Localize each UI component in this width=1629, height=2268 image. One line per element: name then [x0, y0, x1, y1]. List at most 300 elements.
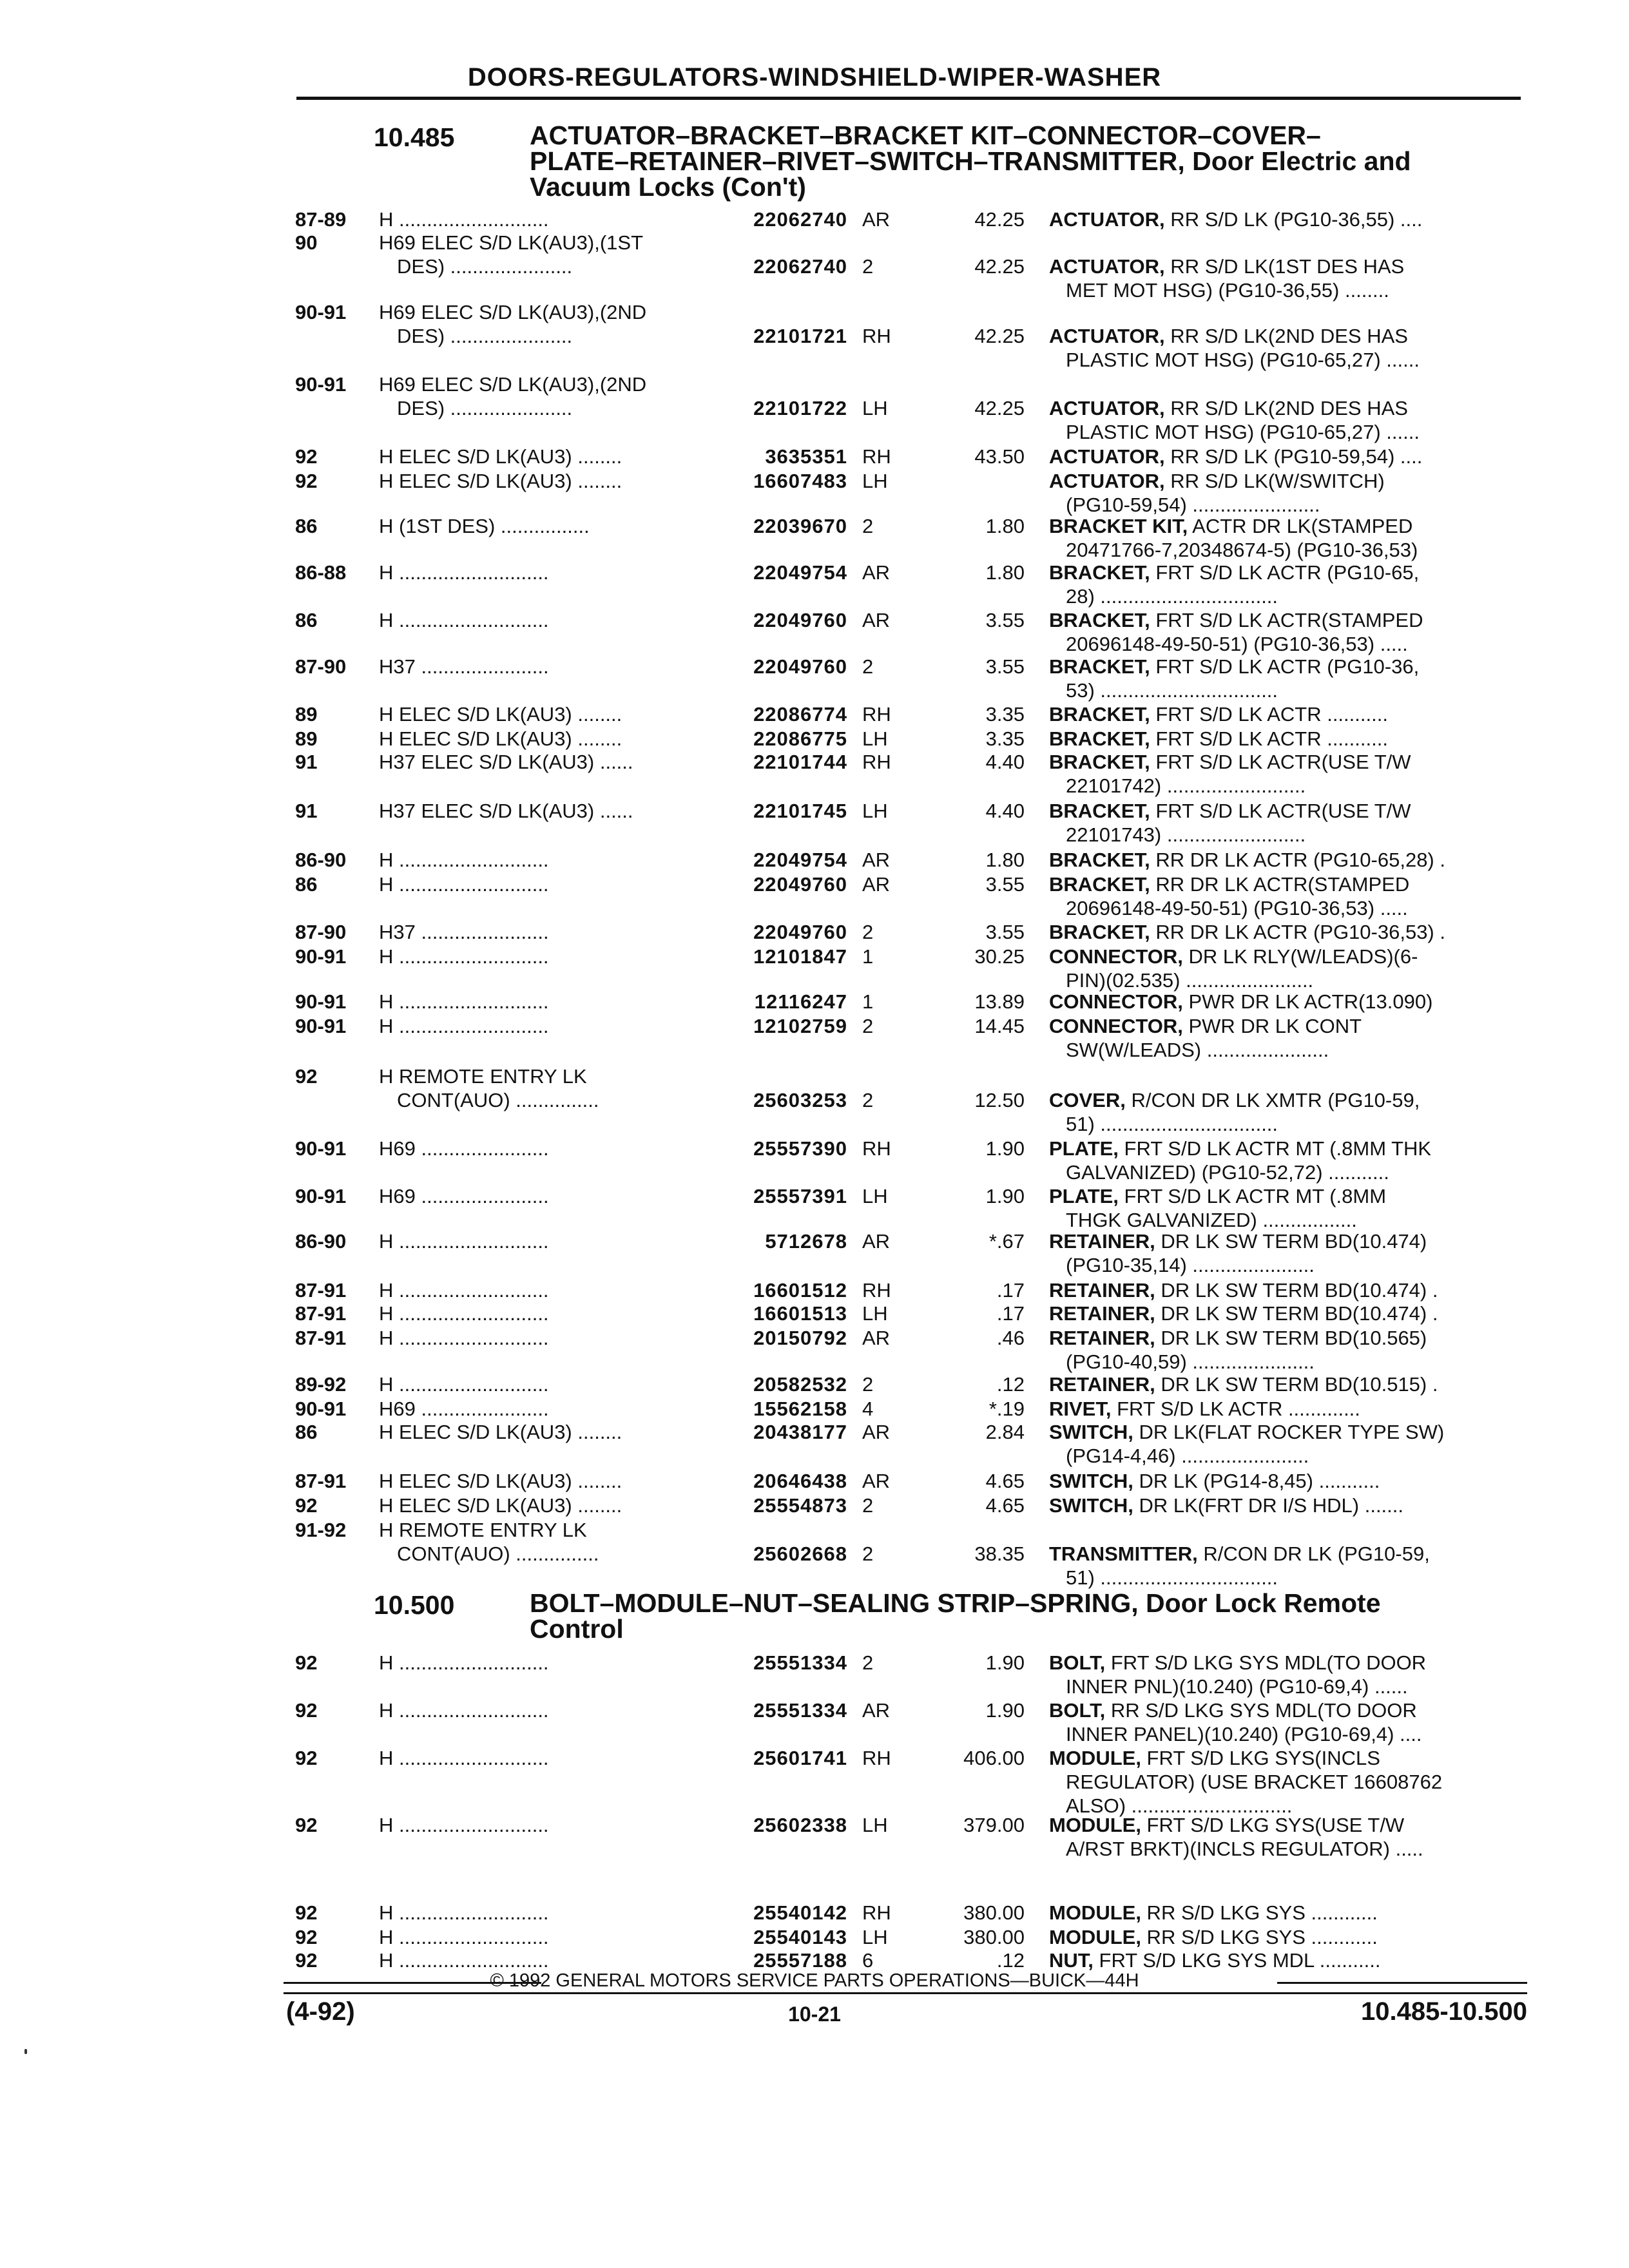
part-number: 22101745 — [753, 800, 847, 822]
description-line: H ........................... — [379, 945, 549, 968]
part-number: 25540143 — [753, 1926, 847, 1948]
model-years: 92 — [295, 445, 318, 468]
part-name-line — [1049, 1698, 1526, 1722]
part-modifier: FRT S/D LK ACTR(STAMPED — [1150, 609, 1423, 631]
description-line: H ........................... — [379, 849, 549, 871]
part-name-line — [1049, 1651, 1526, 1675]
scan-speck — [24, 2049, 27, 2054]
quantity: 2 — [862, 255, 874, 278]
price: 42.25 — [974, 397, 1025, 419]
part-name — [1049, 990, 1526, 1014]
quantity: LH — [862, 800, 888, 822]
part-name-continuation: 22101742) ......................... — [1066, 774, 1306, 797]
part-noun: RIVET, — [1049, 1398, 1112, 1420]
application-description — [379, 1137, 730, 1160]
price: 2.84 — [985, 1421, 1025, 1443]
part-noun: BOLT, — [1049, 1651, 1106, 1674]
model-years: 90-91 — [295, 1137, 347, 1160]
part-name-line — [1049, 1372, 1526, 1396]
quantity: 2 — [862, 1373, 874, 1396]
part-name — [1049, 1698, 1526, 1746]
quantity: 2 — [862, 515, 874, 537]
model-years: 86-90 — [295, 1230, 347, 1253]
part-name — [1049, 920, 1526, 944]
part-number: 22101721 — [753, 325, 847, 347]
part-name-line — [1049, 1901, 1526, 1925]
part-modifier: PWR DR LK CONT — [1182, 1015, 1362, 1037]
quantity: AR — [862, 849, 891, 871]
part-number: 5712678 — [765, 1230, 847, 1253]
part-modifier: PWR DR LK ACTR(13.090) — [1182, 990, 1433, 1013]
model-years: 92 — [295, 1901, 318, 1924]
part-modifier: RR S/D LK(2ND DES HAS — [1164, 397, 1408, 419]
price: 13.89 — [974, 990, 1025, 1013]
part-noun: CONNECTOR, — [1049, 990, 1183, 1013]
price: 30.25 — [974, 945, 1025, 968]
model-years: 90-91 — [295, 945, 347, 968]
part-number: 12101847 — [753, 945, 847, 968]
part-name — [1049, 255, 1526, 302]
description-line: H ELEC S/D LK(AU3) ........ — [379, 1494, 622, 1517]
part-name-continuation: 28) ................................ — [1066, 585, 1278, 608]
description-line: H ........................... — [379, 1015, 549, 1037]
part-noun: BRACKET, — [1049, 703, 1150, 726]
part-name-line — [1049, 1746, 1526, 1770]
part-name — [1049, 1651, 1526, 1698]
application-description — [379, 1372, 730, 1396]
part-number: 22101722 — [753, 397, 847, 419]
description-line: DES) ...................... — [397, 325, 573, 347]
price: 1.80 — [985, 849, 1025, 871]
part-number: 16607483 — [753, 470, 847, 492]
part-modifier: DR LK SW TERM BD(10.515) . — [1155, 1373, 1438, 1396]
part-modifier: RR S/D LKG SYS MDL(TO DOOR — [1105, 1699, 1417, 1722]
part-modifier: FRT S/D LK ACTR (PG10-36, — [1150, 655, 1420, 678]
price: 12.50 — [974, 1089, 1025, 1111]
quantity: AR — [862, 1327, 891, 1349]
quantity: 4 — [862, 1398, 874, 1420]
model-years: 90-91 — [295, 301, 347, 323]
description-line: H ........................... — [379, 1373, 549, 1396]
quantity: RH — [862, 1901, 891, 1924]
section-title-line: BOLT–MODULE–NUT–SEALING STRIP–SPRING, Door Lock Remote — [530, 1588, 1381, 1618]
part-name — [1049, 1397, 1526, 1421]
part-name-line — [1049, 1302, 1526, 1325]
price: 38.35 — [974, 1542, 1025, 1565]
part-number: 22049760 — [753, 921, 847, 943]
model-years: 90 — [295, 231, 318, 254]
model-years: 86 — [295, 515, 318, 537]
part-name-line — [1049, 1137, 1526, 1160]
part-noun: BRACKET, — [1049, 609, 1150, 631]
part-name-continuation: MET MOT HSG) (PG10-36,55) ........ — [1066, 279, 1389, 302]
price: 1.90 — [985, 1185, 1025, 1207]
part-name — [1049, 1746, 1526, 1818]
part-name — [1049, 848, 1526, 872]
model-years: 87-91 — [295, 1279, 347, 1302]
part-name — [1049, 1229, 1526, 1277]
part-name-line — [1049, 469, 1526, 493]
application-description — [379, 799, 730, 823]
model-years: 87-90 — [295, 655, 347, 678]
part-noun: MODULE, — [1049, 1926, 1141, 1948]
part-name-line — [1049, 1229, 1526, 1253]
part-name-continuation: (PG10-59,54) ....................... — [1066, 494, 1320, 516]
application-description — [379, 561, 730, 584]
part-name-line — [1049, 324, 1526, 348]
application-description — [379, 1278, 730, 1302]
quantity: LH — [862, 1185, 888, 1207]
part-noun: BRACKET, — [1049, 849, 1150, 871]
quantity: LH — [862, 1814, 888, 1836]
part-name — [1049, 1326, 1526, 1374]
price: 379.00 — [963, 1814, 1025, 1836]
application-description — [379, 1397, 730, 1421]
section-title-line: PLATE–RETAINER–RIVET–SWITCH–TRANSMITTER, Door Electric and — [530, 146, 1411, 176]
part-modifier: FRT S/D LKG SYS MDL(TO DOOR — [1105, 1651, 1427, 1674]
price: 3.55 — [985, 655, 1025, 678]
part-number: 22086774 — [753, 703, 847, 726]
model-years: 86 — [295, 1421, 318, 1443]
part-name-continuation: 22101743) ......................... — [1066, 823, 1306, 846]
model-years: 92 — [295, 1699, 318, 1722]
description-line: CONT(AUO) ............... — [397, 1542, 599, 1565]
price: 4.40 — [985, 800, 1025, 822]
part-name-line — [1049, 608, 1526, 632]
description-line: H ELEC S/D LK(AU3) ........ — [379, 703, 622, 726]
quantity: AR — [862, 561, 891, 584]
part-noun: MODULE, — [1049, 1901, 1141, 1924]
part-number: 25603253 — [753, 1089, 847, 1111]
quantity: LH — [862, 727, 888, 750]
application-description — [379, 872, 730, 896]
description-line: H ........................... — [379, 1302, 549, 1325]
part-noun: BRACKET, — [1049, 655, 1150, 678]
part-name-line — [1049, 1813, 1526, 1837]
part-name-line — [1049, 872, 1526, 896]
part-name-line — [1049, 655, 1526, 678]
description-line: H69 ....................... — [379, 1185, 549, 1207]
part-number: 20150792 — [753, 1327, 847, 1349]
part-name — [1049, 514, 1526, 562]
part-name-continuation: 53) ................................ — [1066, 679, 1278, 702]
part-modifier: FRT S/D LKG SYS(USE T/W — [1141, 1814, 1405, 1836]
part-name-continuation: INNER PNL)(10.240) (PG10-69,4) ...... — [1066, 1675, 1408, 1698]
part-modifier: RR S/D LK(W/SWITCH) — [1164, 470, 1385, 492]
price: .46 — [996, 1327, 1025, 1349]
part-name — [1049, 1014, 1526, 1062]
part-number: 25601741 — [753, 1747, 847, 1769]
quantity: 2 — [862, 1089, 874, 1111]
price: 3.55 — [985, 609, 1025, 631]
description-line: H69 ....................... — [379, 1398, 549, 1420]
part-name — [1049, 1372, 1526, 1396]
footer-date-code: (4-92) — [286, 1997, 355, 2026]
part-noun: RETAINER, — [1049, 1230, 1155, 1253]
description-line: H37 ELEC S/D LK(AU3) ...... — [379, 751, 633, 773]
model-years: 87-91 — [295, 1470, 347, 1492]
page-header-title: DOORS-REGULATORS-WINDSHIELD-WIPER-WASHER — [467, 63, 1162, 91]
description-line: H ........................... — [379, 1926, 549, 1948]
part-number: 20646438 — [753, 1470, 847, 1492]
quantity: LH — [862, 397, 888, 419]
section-title-line: ACTUATOR–BRACKET–BRACKET KIT–CONNECTOR–COVER– — [530, 120, 1321, 150]
part-name-continuation: (PG10-40,59) ...................... — [1066, 1350, 1315, 1373]
part-name-line — [1049, 1278, 1526, 1302]
price: 14.45 — [974, 1015, 1025, 1037]
part-name — [1049, 1184, 1526, 1232]
description-line: H ........................... — [379, 1814, 549, 1836]
part-modifier: FRT S/D LKG SYS(INCLS — [1141, 1747, 1380, 1769]
model-years: 87-91 — [295, 1327, 347, 1349]
model-years: 92 — [295, 1949, 318, 1972]
model-years: 91 — [295, 751, 318, 773]
part-name — [1049, 1469, 1526, 1493]
part-name — [1049, 469, 1526, 517]
part-number: 20438177 — [753, 1421, 847, 1443]
part-noun: BRACKET, — [1049, 751, 1150, 773]
quantity: 2 — [862, 1494, 874, 1517]
price: 4.40 — [985, 751, 1025, 773]
part-number: 15562158 — [753, 1398, 847, 1420]
description-line: H REMOTE ENTRY LK — [379, 1065, 587, 1088]
model-years: 90-91 — [295, 1398, 347, 1420]
price: 42.25 — [974, 208, 1025, 231]
part-name-line — [1049, 1542, 1526, 1566]
description-line: H REMOTE ENTRY LK — [379, 1519, 587, 1541]
model-years: 86 — [295, 873, 318, 896]
model-years: 92 — [295, 1926, 318, 1948]
part-number: 22101744 — [753, 751, 847, 773]
price: .12 — [996, 1949, 1025, 1972]
part-modifier: FRT S/D LK ACTR(USE T/W — [1150, 751, 1411, 773]
quantity: AR — [862, 609, 891, 631]
part-name — [1049, 750, 1526, 798]
part-noun: CONNECTOR, — [1049, 945, 1183, 968]
part-name-continuation: REGULATOR) (USE BRACKET 16608762 — [1066, 1771, 1443, 1793]
description-line: H69 ELEC S/D LK(AU3),(2ND — [379, 373, 647, 396]
part-number: 22049760 — [753, 873, 847, 896]
price: *.67 — [988, 1230, 1025, 1253]
part-number: 25554873 — [753, 1494, 847, 1517]
price: 1.90 — [985, 1137, 1025, 1160]
model-years: 89 — [295, 703, 318, 726]
part-modifier: FRT S/D LK ACTR (PG10-65, — [1150, 561, 1420, 584]
application-description — [379, 945, 730, 968]
part-name-line — [1049, 920, 1526, 944]
price: 1.80 — [985, 515, 1025, 537]
part-name — [1049, 1278, 1526, 1302]
part-modifier: DR LK (PG14-8,45) ........... — [1133, 1470, 1380, 1492]
application-description — [379, 372, 730, 420]
model-years: 92 — [295, 470, 318, 492]
model-years: 91 — [295, 800, 318, 822]
part-name-line — [1049, 255, 1526, 278]
quantity: AR — [862, 1699, 891, 1722]
part-number: 12102759 — [753, 1015, 847, 1037]
part-number: 25602338 — [753, 1814, 847, 1836]
part-number: 22049760 — [753, 655, 847, 678]
part-name — [1049, 702, 1526, 726]
part-noun: ACTUATOR, — [1049, 208, 1165, 231]
part-modifier: RR DR LK ACTR(STAMPED — [1150, 873, 1410, 896]
price: 43.50 — [974, 445, 1025, 468]
section-number: 10.500 — [374, 1590, 455, 1620]
part-name — [1049, 1494, 1526, 1517]
quantity: AR — [862, 873, 891, 896]
part-name-line — [1049, 1469, 1526, 1493]
part-number: 25602668 — [753, 1542, 847, 1565]
part-name-continuation: THGK GALVANIZED) ................. — [1066, 1209, 1357, 1231]
part-modifier: FRT S/D LK ACTR MT (.8MM THK — [1118, 1137, 1432, 1160]
part-modifier: RR DR LK ACTR (PG10-36,53) . — [1150, 921, 1445, 943]
model-years: 87-91 — [295, 1302, 347, 1325]
part-noun: RETAINER, — [1049, 1373, 1155, 1396]
price: 3.55 — [985, 921, 1025, 943]
model-years: 87-89 — [295, 208, 347, 231]
application-description — [379, 1698, 730, 1722]
part-name — [1049, 396, 1526, 444]
part-name-line — [1049, 750, 1526, 774]
part-name — [1049, 1137, 1526, 1184]
application-description — [379, 1948, 730, 1972]
application-description — [379, 1813, 730, 1837]
description-line: H ........................... — [379, 1949, 549, 1972]
part-name-line — [1049, 1326, 1526, 1350]
part-noun: COVER, — [1049, 1089, 1126, 1111]
quantity: RH — [862, 1747, 891, 1769]
part-name — [1049, 655, 1526, 702]
part-noun: SWITCH, — [1049, 1470, 1133, 1492]
price: 406.00 — [963, 1747, 1025, 1769]
part-noun: NUT, — [1049, 1949, 1094, 1972]
quantity: AR — [862, 208, 891, 231]
quantity: RH — [862, 325, 891, 347]
part-name — [1049, 1813, 1526, 1861]
part-name-continuation: GALVANIZED) (PG10-52,72) ........... — [1066, 1161, 1389, 1184]
part-name-continuation: A/RST BRKT)(INCLS REGULATOR) ..... — [1066, 1838, 1423, 1860]
price: 1.80 — [985, 561, 1025, 584]
part-name-line — [1049, 445, 1526, 468]
model-years: 92 — [295, 1651, 318, 1674]
part-noun: ACTUATOR, — [1049, 445, 1165, 468]
part-noun: SWITCH, — [1049, 1421, 1133, 1443]
part-name-line — [1049, 514, 1526, 538]
part-modifier: DR LK SW TERM BD(10.474) . — [1155, 1302, 1438, 1325]
part-name-line — [1049, 561, 1526, 584]
part-modifier: FRT S/D LK ACTR ........... — [1150, 703, 1388, 726]
application-description — [379, 990, 730, 1014]
part-name-continuation: INNER PANEL)(10.240) (PG10-69,4) .... — [1066, 1723, 1422, 1745]
part-modifier: DR LK SW TERM BD(10.565) — [1155, 1327, 1427, 1349]
description-line: DES) ...................... — [397, 397, 573, 419]
part-name-line — [1049, 799, 1526, 823]
price: .17 — [996, 1279, 1025, 1302]
part-noun: BRACKET, — [1049, 727, 1150, 750]
part-number: 25551334 — [753, 1699, 847, 1722]
part-name-continuation: 51) ................................ — [1066, 1566, 1278, 1589]
application-description — [379, 1014, 730, 1038]
part-noun: MODULE, — [1049, 1747, 1141, 1769]
part-name-continuation: PIN)(02.535) ....................... — [1066, 969, 1314, 992]
part-name — [1049, 727, 1526, 751]
application-description — [379, 608, 730, 632]
model-years: 89-92 — [295, 1373, 347, 1396]
part-noun: BRACKET, — [1049, 873, 1150, 896]
application-description — [379, 1302, 730, 1325]
price: 380.00 — [963, 1901, 1025, 1924]
part-name-line — [1049, 207, 1526, 231]
price: 4.65 — [985, 1494, 1025, 1517]
description-line: H69 ELEC S/D LK(AU3),(1ST — [379, 231, 644, 254]
part-noun: PLATE, — [1049, 1137, 1119, 1160]
description-line: H (1ST DES) ................ — [379, 515, 590, 537]
part-noun: TRANSMITTER, — [1049, 1542, 1198, 1565]
part-modifier: RR S/D LK (PG10-36,55) .... — [1164, 208, 1423, 231]
part-name — [1049, 1088, 1526, 1136]
application-description — [379, 1229, 730, 1253]
part-number: 25557391 — [753, 1185, 847, 1207]
part-modifier: FRT S/D LK ACTR(USE T/W — [1150, 800, 1411, 822]
footer-copyright: © 1992 GENERAL MOTORS SERVICE PARTS OPERATIONS—BUICK—44H — [490, 1970, 1139, 1991]
part-modifier: R/CON DR LK (PG10-59, — [1197, 1542, 1430, 1565]
quantity: RH — [862, 703, 891, 726]
part-name — [1049, 324, 1526, 372]
part-name-line — [1049, 1397, 1526, 1421]
description-line: H ........................... — [379, 1699, 549, 1722]
description-line: H69 ....................... — [379, 1137, 549, 1160]
application-description — [379, 655, 730, 678]
description-line: H ........................... — [379, 1230, 549, 1253]
part-name — [1049, 1948, 1526, 1972]
part-noun: ACTUATOR, — [1049, 397, 1165, 419]
price: 380.00 — [963, 1926, 1025, 1948]
model-years: 92 — [295, 1814, 318, 1836]
part-number: 12116247 — [754, 990, 847, 1013]
part-number: 22062740 — [753, 208, 847, 231]
quantity: AR — [862, 1421, 891, 1443]
quantity: RH — [862, 1137, 891, 1160]
application-description — [379, 1901, 730, 1925]
part-name-continuation: 20471766-7,20348674-5) (PG10-36,53) — [1066, 539, 1418, 561]
quantity: 2 — [862, 1651, 874, 1674]
application-description — [379, 702, 730, 726]
part-name — [1049, 1925, 1526, 1949]
section-number: 10.485 — [374, 122, 455, 152]
part-modifier: DR LK(FLAT ROCKER TYPE SW) — [1133, 1421, 1445, 1443]
part-name-line — [1049, 702, 1526, 726]
part-name-line — [1049, 990, 1526, 1014]
part-modifier: DR LK SW TERM BD(10.474) — [1155, 1230, 1427, 1253]
part-name-line — [1049, 1420, 1526, 1444]
part-name — [1049, 799, 1526, 847]
part-number: 3635351 — [765, 445, 847, 468]
part-name-line — [1049, 1088, 1526, 1112]
description-line: H ELEC S/D LK(AU3) ........ — [379, 445, 622, 468]
part-name-line — [1049, 396, 1526, 420]
application-description — [379, 1469, 730, 1493]
quantity: 2 — [862, 921, 874, 943]
part-name-line — [1049, 1184, 1526, 1208]
part-name — [1049, 445, 1526, 468]
model-years: 89 — [295, 727, 318, 750]
part-number: 22049754 — [753, 561, 847, 584]
application-description — [379, 300, 730, 348]
part-noun: BRACKET, — [1049, 561, 1150, 584]
part-noun: PLATE, — [1049, 1185, 1119, 1207]
price: .12 — [996, 1373, 1025, 1396]
application-description — [379, 727, 730, 751]
